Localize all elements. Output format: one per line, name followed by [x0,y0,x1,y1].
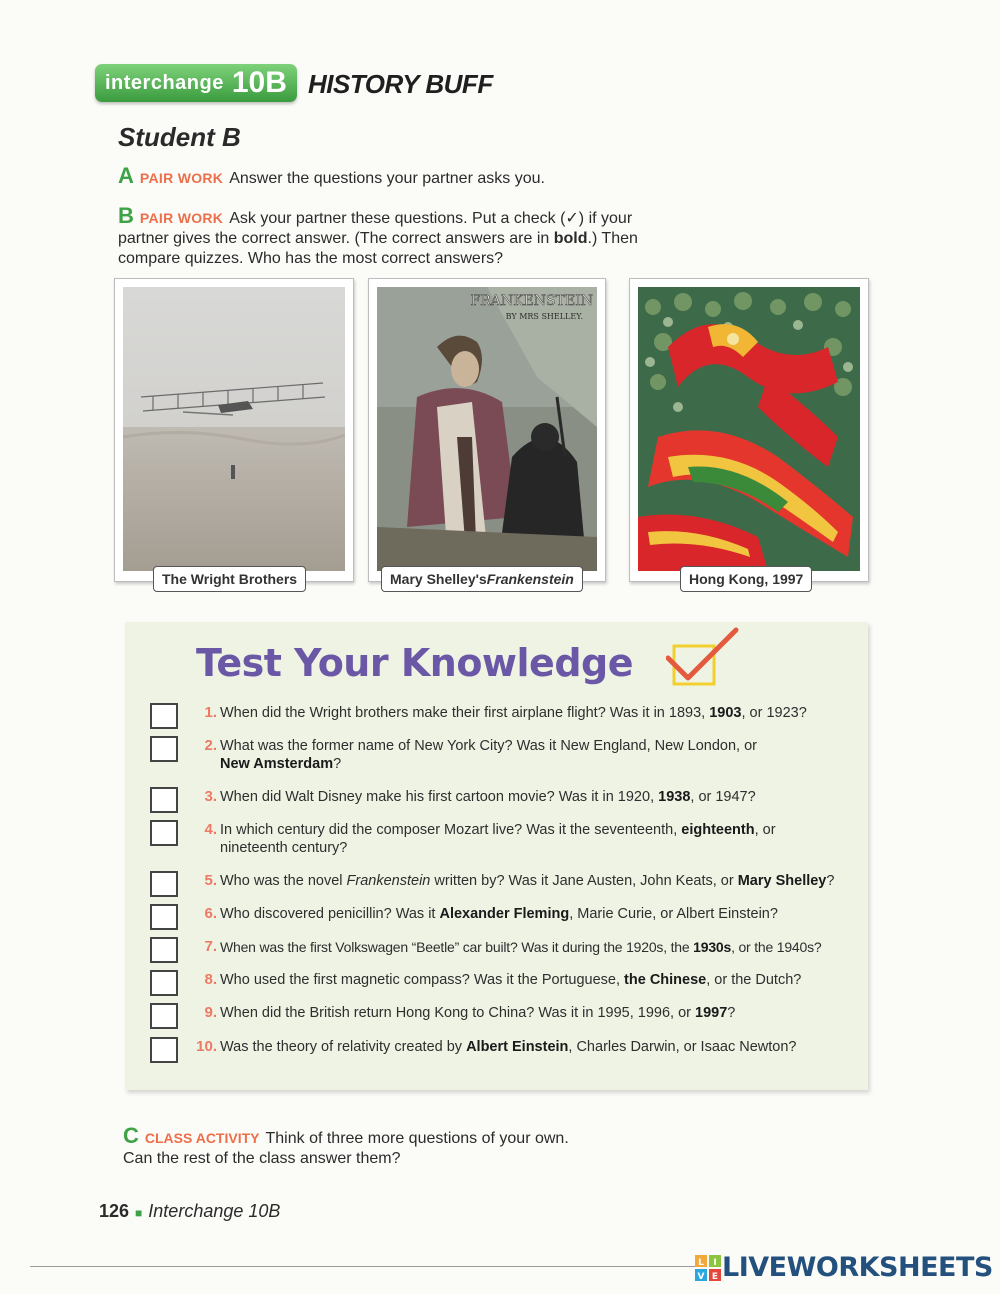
logo-letter: L [698,1257,704,1268]
logo-letter: V [697,1271,705,1282]
student-label: Student B [118,122,241,152]
caption-wright-brothers [153,566,306,592]
instruction-c-keyword: CLASS ACTIVITY [144,1130,260,1146]
question-text-part: Who used the first magnetic compass? Was it the Portuguese, [220,972,625,988]
page-number: 126 [99,1201,130,1221]
question-answer: 1930s [693,939,732,955]
question-number: 1. [204,704,217,721]
question-text [220,872,860,890]
book-sign-subtitle: BY MRS SHELLEY. [505,312,583,321]
question-text [220,905,860,923]
answer-checkbox[interactable] [150,871,178,897]
liveworksheets-brand[interactable] [694,1252,993,1283]
answer-checkbox[interactable] [150,736,178,762]
question-number: 3. [204,788,217,805]
question-text [220,1038,860,1056]
question-answer: 1903 [709,705,742,721]
question-text-part: , or the 1940s? [731,939,822,955]
answer-checkbox[interactable] [150,970,178,996]
question-text-part: When did the British return Hong Kong to China? Was it in 1995, 1996, or [220,1005,696,1021]
question-text [220,971,860,989]
question-text-part: ? [826,873,835,889]
photo-frankenstein [368,278,606,582]
logo-letter: I [713,1257,717,1268]
question-number: 10. [196,1038,217,1055]
question-text-part: , or nineteenth century? [220,822,776,856]
question-text-part: , Charles Darwin, or Isaac Newton? [568,1039,797,1055]
question-text [220,788,860,806]
airplane-photo-icon [123,287,345,571]
page-title: HISTORY BUFF [308,69,493,99]
question-answer: 1938 [658,789,691,805]
photo-wright-brothers [114,278,354,582]
photo-hong-kong [629,278,869,582]
dragon-dance-photo-icon [638,287,860,571]
answer-checkbox[interactable] [150,904,178,930]
question-text-part: When was the first Volkswagen “Beetle” car built? Was it during the 1920s, the [220,939,694,955]
question-answer: eighteenth [681,822,755,838]
quiz-title: Test Your Knowledge [196,641,633,685]
answer-checkbox[interactable] [150,1037,178,1063]
answer-checkbox[interactable] [150,787,178,813]
question-text-part: Who was the novel [220,873,347,889]
footer-divider [30,1266,695,1267]
instruction-c-text-2: Can the rest of the class answer them? [123,1150,401,1167]
question-number: 9. [204,1004,217,1021]
question-number: 2. [204,737,217,754]
question-text [220,737,760,773]
caption-hong-kong-text: Hong Kong, 1997 [689,571,804,587]
answer-checkbox[interactable] [150,1003,178,1029]
instruction-c-letter: C [123,1123,139,1148]
answer-checkbox[interactable] [150,703,178,729]
instruction-c-line-1 [123,1123,569,1149]
instruction-b-text-1: Ask your partner these questions. Put a check (✓) if your partner gives the correct answer. (The correct answers are in [118,210,633,247]
answer-checkbox[interactable] [150,820,178,846]
question-number: 7. [204,938,217,955]
question-text [220,938,860,956]
question-text [220,821,795,857]
frankenstein-illustration-icon [377,287,597,571]
question-text-part: Who discovered penicillin? Was it [220,906,440,922]
badge-word: interchange [105,71,224,94]
page-footer [99,1201,280,1222]
caption-frankenstein-italic: Frankenstein [486,571,574,587]
question-text-part: When did the Wright brothers make their first airplane flight? Was it in 1893, [220,705,710,721]
question-text-part: In which century did the composer Mozart live? Was it the seventeenth, [220,822,682,838]
instruction-b-text-2: .) Then compare quizzes. Who has the most correct answers? [118,230,638,267]
question-number: 5. [204,872,217,889]
checkmark-icon [666,626,740,688]
instruction-b-keyword: PAIR WORK [139,210,224,226]
question-answer: the Chinese [624,972,707,988]
caption-wright-brothers-text: The Wright Brothers [162,571,298,587]
question-text-part: When did Walt Disney make his first cartoon movie? Was it in 1920, [220,789,659,805]
question-text-part: , or the Dutch? [706,972,802,988]
question-text [220,1004,860,1022]
question-text-part: written by? Was it Jane Austen, John Keats, or [430,873,738,889]
caption-frankenstein [381,566,583,592]
instruction-b-letter: B [118,203,134,228]
question-text-part: What was the former name of New York City? Was it New England, New London, or [220,738,758,754]
instruction-a-text: Answer the questions your partner asks you. [229,170,545,187]
question-text-part: , or 1923? [741,705,807,721]
question-number: 4. [204,821,217,838]
instruction-c [123,1123,569,1169]
instruction-c-text-1: Think of three more questions of your own. [265,1130,569,1147]
caption-frankenstein-prefix: Mary Shelley's [390,571,487,587]
caption-hong-kong [680,566,812,592]
instruction-a [118,163,545,189]
question-answer: 1997 [695,1005,728,1021]
question-answer: New Amsterdam [220,756,334,772]
bullet-square-icon: ■ [135,1206,143,1220]
header-badge [95,64,297,102]
question-number: 8. [204,971,217,988]
footer-title: Interchange 10B [148,1201,281,1221]
instruction-b-bold-word: bold [553,230,588,247]
question-italic-title: Frankenstein [346,873,431,889]
logo-letter: E [711,1271,719,1282]
badge-code: 10B [231,66,287,99]
brand-name: LIVEWORKSHEETS [722,1252,993,1283]
question-answer: Mary Shelley [737,873,827,889]
question-text-part: Was the theory of relativity created by [220,1039,467,1055]
question-text-part: , Marie Curie, or Albert Einstein? [569,906,778,922]
question-text-part: ? [727,1005,736,1021]
question-answer: Albert Einstein [466,1039,569,1055]
answer-checkbox[interactable] [150,937,178,963]
question-answer: Alexander Fleming [439,906,570,922]
instruction-a-letter: A [118,163,134,188]
question-text [220,704,860,722]
question-text-part: ? [333,756,342,772]
question-number: 6. [204,905,217,922]
instruction-a-keyword: PAIR WORK [139,170,224,186]
instruction-b [118,203,678,269]
liveworksheets-logo-icon [694,1254,722,1282]
question-text-part: , or 1947? [690,789,756,805]
book-sign-title: FRANKENSTEIN [470,293,593,309]
